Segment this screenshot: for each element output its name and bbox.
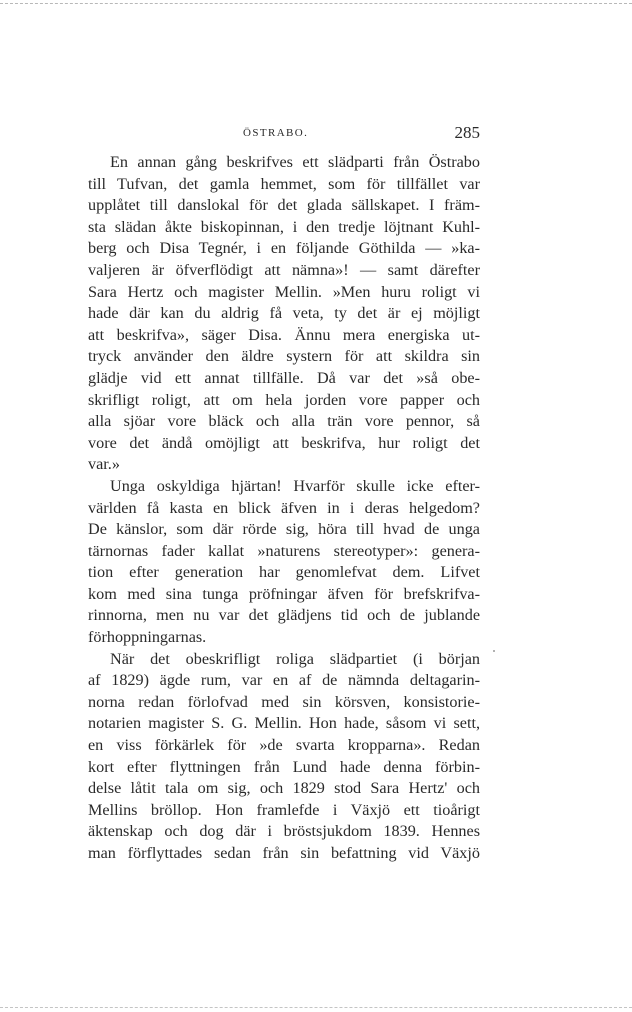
text-line: Unga oskyldiga hjärtan! Hvarför skulle icke efter-: [110, 476, 480, 495]
text-line: skrifligt roligt, att om hela jorden vore papper och: [88, 390, 480, 409]
text-line: hade där kan du aldrig få veta, ty det är ej möjligt: [88, 304, 480, 323]
page-header: [88, 123, 480, 147]
text-line: till Tufvan, det gamla hemmet, som för tillfället var: [88, 174, 480, 193]
text-line: norna redan förlofvad med sin körsven, konsistorie-: [88, 692, 480, 711]
text-line: man förflyttades sedan från sin befattning vid Växjö: [88, 844, 480, 862]
text-line: delse låtit tala om sig, och 1829 stod Sara Hertz' och: [88, 779, 480, 798]
text-line: af 1829) ägde rum, var en af de nämnda deltagarin-: [88, 671, 480, 690]
text-line: notarien magister S. G. Mellin. Hon hade, såsom vi sett,: [88, 714, 480, 733]
scan-speck: [493, 650, 495, 652]
paragraph-2: [88, 476, 480, 649]
text-line: De känslor, som där rörde sig, höra till hvad de unga: [88, 520, 480, 539]
text-line: tryck använder den äldre systern för att skildra sin: [88, 347, 480, 366]
text-line: En annan gång beskrifves ett slädparti från Östrabo: [110, 153, 480, 171]
text-line: förhoppningarnas.: [88, 628, 207, 647]
text-line: kort efter flyttningen från Lund hade denna förbin-: [88, 757, 480, 776]
text-line: sta slädan åkte biskopinnan, i den tredje löjtnant Kuhl-: [88, 217, 480, 236]
text-line: Sara Hertz och magister Mellin. »Men huru roligt vi: [88, 282, 480, 301]
page-number: 285: [454, 123, 480, 142]
text-line: rinnorna, men nu var det glädjens tid och de jublande: [88, 606, 480, 625]
text-line: berg och Disa Tegnér, i en följande Göthilda — »ka-: [88, 239, 480, 258]
scan-edge-bottom: [0, 1007, 632, 1008]
paragraph-3: [88, 649, 480, 865]
scan-edge-top: [0, 3, 632, 4]
text-line: Mellins bröllop. Hon framlefde i Växjö ett tioårigt: [88, 800, 480, 819]
body-text: [88, 152, 480, 865]
paragraph-1: [88, 152, 480, 476]
text-line: valjeren är öfverflödigt att nämna»! — samt därefter: [88, 260, 480, 279]
text-line: kom med sina tunga pröfningar äfven för brefskrifva-: [88, 584, 480, 603]
text-line: glädje vid ett annat tillfälle. Då var det »så obe-: [88, 368, 480, 387]
text-line: upplåtet till danslokal för det glada sällskapet. I främ-: [88, 196, 480, 215]
text-line: en viss förkärlek för »de svarta kropparna». Redan: [88, 736, 480, 755]
text-line: äktenskap och dog där i bröstsjukdom 1839. Hennes: [88, 822, 480, 841]
text-line: alla sjöar vore bläck och alla trän vore pennor, så: [88, 412, 480, 431]
text-line: När det obeskrifligt roliga slädpartiet (i början: [110, 649, 480, 668]
text-line: vore det ändå omöjligt att beskrifva, hur roligt det: [88, 433, 480, 452]
text-line: världen få kasta en blick äfven in i deras helgedom?: [88, 498, 480, 517]
text-line: tion efter generation har genomlefvat dem. Lifvet: [88, 563, 480, 582]
text-line: var.»: [88, 455, 120, 474]
running-head: ÖSTRABO.: [243, 127, 309, 139]
text-line: tärnornas fader kallat »naturens stereotyper»: genera-: [88, 541, 480, 560]
text-line: att beskrifva», säger Disa. Ännu mera energiska ut-: [88, 325, 480, 344]
